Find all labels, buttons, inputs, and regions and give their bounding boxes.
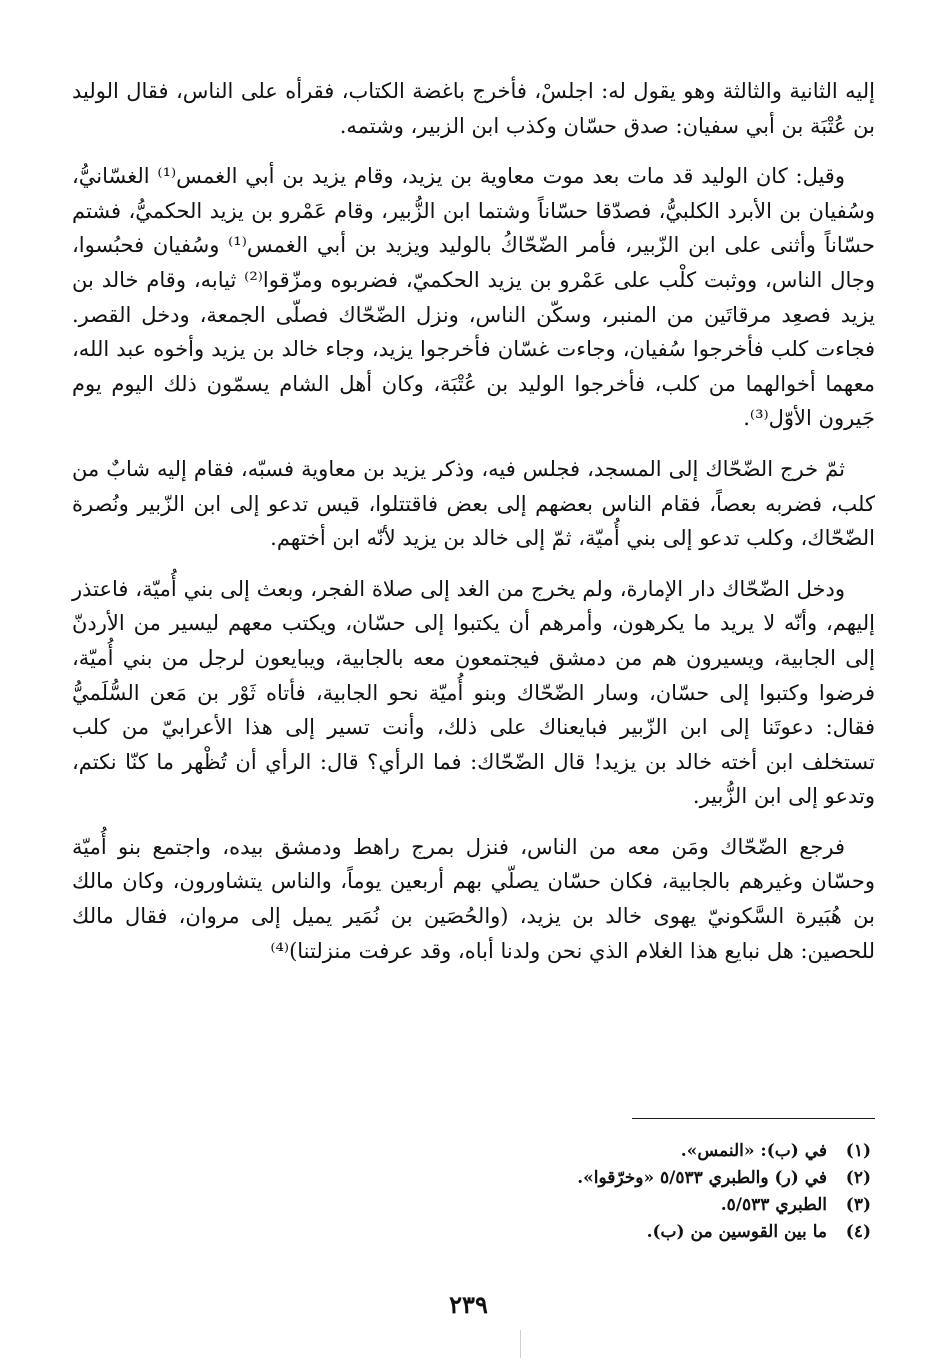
footnote-separator [632, 1118, 875, 1119]
paragraph-4: ودخل الضّحّاك دار الإمارة، ولم يخرج من الغد إلى صلاة الفجر، وبعث إلى بني أُميّة، فاعتذر إليهم، وأنّه لا يريد ما يكرهون، وأمرهم أن يكتبوا إلى حسّان، ويكتب معهم ليسير من الأردنّ إلى الجابية، ويسيرون هم من دمشق فيجتمعون معه بالجابية، ويبايعون لرجل من بني أُميّة، فرضوا وكتبوا إلى حسّان، وسار الضّحّاك وبنو أُميّة نحو الجابية، فأتاه ثَوْر بن مَعن السُّلَميُّ فقال: دعوتَنا إلى ابن الزّبير فبايعناك على ذلك، وأنت تسير إلى هذا الأعرابيّ من كلب تستخلف ابن أخته خالد بن يزيد! قال الضّحّاك: فما الرأي؟ قال: الرأي أن تُظْهر ما كنّا نكتم، وتدعو إلى ابن الزُّبير. [72, 576, 875, 809]
footnote-text: الطبري ٥/٥٣٣. [720, 1195, 827, 1215]
paragraph-1: إليه الثانية والثالثة وهو يقول له: اجلسْ، فأخرج باغضة الكتاب، فقرأه على الناس، فقال الوليد بن عُتْبَة بن أبي سفيان: صدق حسّان وكذب ابن الزبير، وشتمه. [72, 79, 875, 138]
scan-edge-mark [520, 1330, 521, 1358]
footnote-text: في (ب): «النمس». [680, 1141, 827, 1161]
footnotes [91, 1138, 871, 1246]
footnote-item [91, 1138, 871, 1165]
footnote-number: (٤) [845, 1222, 871, 1242]
footnote-item [91, 1219, 871, 1246]
main-text [72, 74, 875, 984]
footnote-text: ما بين القوسين من (ب). [646, 1222, 827, 1242]
footnote-number: (١) [845, 1141, 871, 1161]
paragraph-5: فرجع الضّحّاك ومَن معه من الناس، فنزل بمرج راهط ودمشق بيده، واجتمع بنو أُميّة وحسّان وغيرهم بالجابية، فكان حسّان يصلّي بهم أربعين يوماً، والناس يتشاورون، وكان مالك بن هُبَيرة السَّكونيّ يهوى خالد بن يزيد، (والحُصَين بن نُمَير يميل إلى مروان، فقال مالك للحصين: هل نبايع هذا الغلام الذي نحن ولدنا أباه، وقد عرفت منزلتنا)⁽⁴⁾ [72, 834, 875, 963]
page-number: ٢٣٩ [449, 1290, 488, 1319]
footnote-item [91, 1165, 871, 1192]
footnote-number: (٢) [845, 1168, 871, 1188]
footnote-text: في (ر) والطبري ٥/٥٣٣ «وخرّقوا». [577, 1168, 827, 1188]
footnote-number: (٣) [845, 1195, 871, 1215]
footnote-item [91, 1192, 871, 1219]
paragraph-2: وقيل: كان الوليد قد مات بعد موت معاوية بن يزيد، وقام يزيد بن أبي الغمس⁽¹⁾ الغسّانيُّ، وسُفيان بن الأبرد الكلبيُّ، فصدّقا حسّاناً وشتما ابن الزُّبير، وقام عَمْرو بن يزيد الحكميُّ، فشتم حسّاناً وأثنى على ابن الزّبير، فأمر الضّحّاكُ بالوليد ويزيد بن أبي الغمس⁽¹⁾ وسُفيان فحبُسوا، وجال الناس، ووثبت كلْب على عَمْرو بن يزيد الحكميّ، فضربوه ومزّقوا⁽²⁾ ثيابه، وقام خالد بن يزيد فصعِد مرقاتَين من المنبر، وسكّن الناس، ونزل الضّحّاك فصلّى الجمعة، ودخل القصر. فجاءت كلب فأخرجوا سُفيان، وجاءت غسّان فأخرجوا يزيد، وجاء خالد بن يزيد وأخوه عبد الله، معهما أخوالهما من كلب، فأخرجوا الوليد بن عُتْبَة، وكان أهل الشام يسمّون ذلك اليوم يوم جَيرون الأوّل⁽³⁾. [72, 164, 875, 431]
paragraph-3: ثمّ خرج الضّحّاك إلى المسجد، فجلس فيه، وذكر يزيد بن معاوية فسبّه، فقام إليه شابٌ من كلب، فضربه بعصاً، فقام الناس بعضهم إلى بعض فاقتتلوا، قيس تدعو إلى ابن الزّبير ونُصرة الضّحّاك، وكلب تدعو إلى بني أُميّة، ثمّ إلى خالد بن يزيد لأنّه ابن أختهم. [72, 456, 875, 551]
